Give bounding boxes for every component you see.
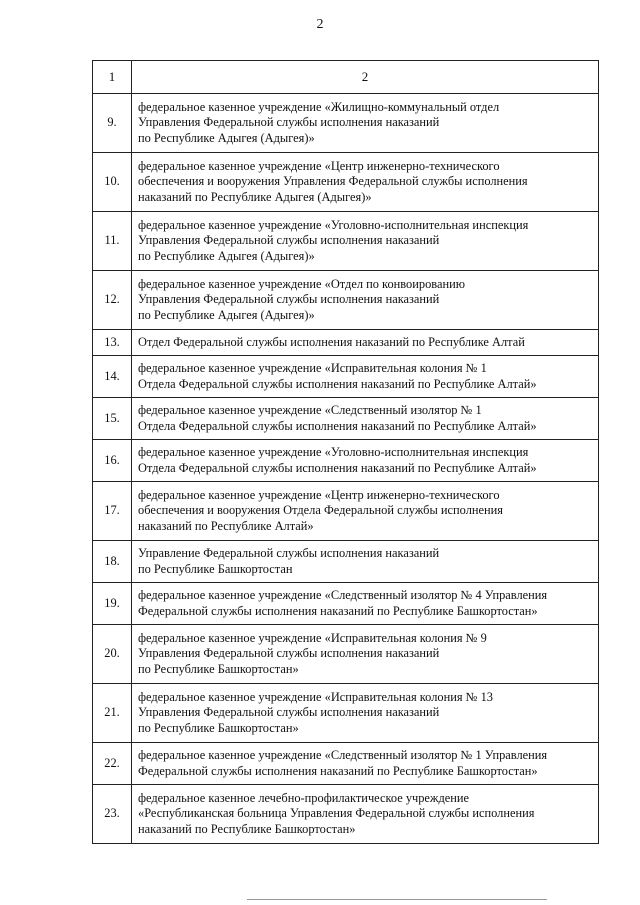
institution-name: федеральное казенное учреждение «Следственный изолятор № 1 Отдела Федеральной службы исполнения наказаний по Республике Алтай»: [132, 398, 599, 440]
row-number: 12.: [93, 271, 132, 330]
row-number: 14.: [93, 356, 132, 398]
row-number: 18.: [93, 541, 132, 583]
table-row: [93, 743, 599, 785]
row-number: 20.: [93, 625, 132, 684]
table-row: [93, 356, 599, 398]
table-row: [93, 94, 599, 153]
row-number: 17.: [93, 482, 132, 541]
institution-name: федеральное казенное учреждение «Центр инженерно-технического обеспечения и вооружения Управления Федеральной службы исполнения наказаний по Республике Адыгея (Адыгея)»: [132, 153, 599, 212]
page-bottom-edge: [247, 899, 547, 900]
institutions-table: [92, 60, 599, 844]
row-number: 16.: [93, 440, 132, 482]
institution-name: федеральное казенное учреждение «Исправительная колония № 13 Управления Федеральной службы исполнения наказаний по Республике Башкортостан»: [132, 684, 599, 743]
institution-name: федеральное казенное учреждение «Отдел по конвоированию Управления Федеральной службы исполнения наказаний по Республике Адыгея (Адыгея)»: [132, 271, 599, 330]
row-number: 11.: [93, 212, 132, 271]
table-row: [93, 153, 599, 212]
institution-name: федеральное казенное учреждение «Следственный изолятор № 1 Управления Федеральной службы исполнения наказаний по Республике Башкортостан»: [132, 743, 599, 785]
header-col-number: 1: [93, 61, 132, 94]
table-row: [93, 785, 599, 844]
row-number: 10.: [93, 153, 132, 212]
institution-name: федеральное казенное учреждение «Уголовно-исполнительная инспекция Управления Федеральной службы исполнения наказаний по Республике Адыгея (Адыгея)»: [132, 212, 599, 271]
institution-name: Отдел Федеральной службы исполнения наказаний по Республике Алтай: [132, 330, 599, 356]
table-row: [93, 398, 599, 440]
table-row: [93, 482, 599, 541]
institution-name: федеральное казенное учреждение «Исправительная колония № 9 Управления Федеральной службы исполнения наказаний по Республике Башкортостан»: [132, 625, 599, 684]
table-row: [93, 541, 599, 583]
row-number: 15.: [93, 398, 132, 440]
header-col-name: 2: [132, 61, 599, 94]
table-row: [93, 583, 599, 625]
row-number: 13.: [93, 330, 132, 356]
row-number: 22.: [93, 743, 132, 785]
table-row: [93, 625, 599, 684]
table-row: [93, 440, 599, 482]
table-row: [93, 271, 599, 330]
institution-name: федеральное казенное учреждение «Центр инженерно-технического обеспечения и вооружения Отдела Федеральной службы исполнения наказаний по Республике Алтай»: [132, 482, 599, 541]
institution-name: федеральное казенное учреждение «Жилищно-коммунальный отдел Управления Федеральной службы исполнения наказаний по Республике Адыгея (Адыгея)»: [132, 94, 599, 153]
row-number: 19.: [93, 583, 132, 625]
institution-name: федеральное казенное учреждение «Уголовно-исполнительная инспекция Отдела Федеральной службы исполнения наказаний по Республике Алтай»: [132, 440, 599, 482]
row-number: 21.: [93, 684, 132, 743]
institution-name: федеральное казенное учреждение «Следственный изолятор № 4 Управления Федеральной службы исполнения наказаний по Республике Башкортостан»: [132, 583, 599, 625]
page-number: 2: [316, 17, 324, 32]
institution-name: федеральное казенное лечебно-профилактическое учреждение «Республиканская больница Управления Федеральной службы исполнения наказаний по Республике Башкортостан»: [132, 785, 599, 844]
table-row: [93, 212, 599, 271]
institution-name: Управление Федеральной службы исполнения наказаний по Республике Башкортостан: [132, 541, 599, 583]
row-number: 23.: [93, 785, 132, 844]
institution-name: федеральное казенное учреждение «Исправительная колония № 1 Отдела Федеральной службы исполнения наказаний по Республике Алтай»: [132, 356, 599, 398]
table-row: [93, 330, 599, 356]
row-number: 9.: [93, 94, 132, 153]
table-row: [93, 684, 599, 743]
table-header-row: [93, 61, 599, 94]
